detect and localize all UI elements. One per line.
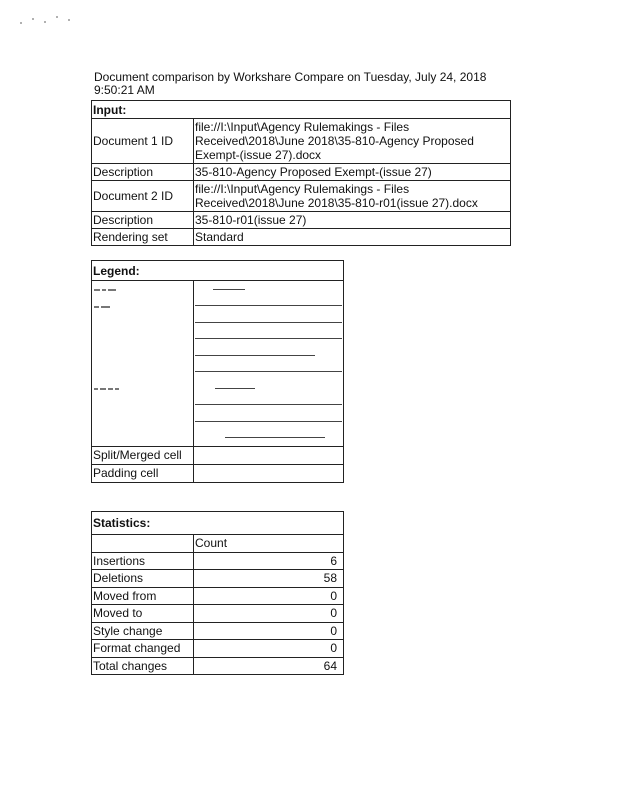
legend-split-merged-label: Split/Merged cell xyxy=(92,447,194,465)
input-label-doc1: Document 1 ID xyxy=(92,119,194,164)
comparison-header: Document comparison by Workshare Compare on Tuesday, July 24, 2018 9:50:21 AM xyxy=(94,70,487,97)
input-value-rendering: Standard xyxy=(194,229,511,246)
legend-faint-swatch xyxy=(194,347,344,364)
input-value-desc1: 35-810-Agency Proposed Exempt-(issue 27) xyxy=(194,164,511,181)
statistics-row-count: 6 xyxy=(194,552,344,570)
legend-faint-label xyxy=(92,298,194,315)
legend-faint-label xyxy=(92,413,194,430)
statistics-row-count: 0 xyxy=(194,587,344,605)
legend-faint-label xyxy=(92,364,194,381)
statistics-row-label: Style change xyxy=(92,622,194,640)
statistics-row-label: Moved from xyxy=(92,587,194,605)
legend-padding-swatch xyxy=(194,464,344,482)
statistics-row-label: Total changes xyxy=(92,657,194,675)
input-value-desc2: 35-810-r01(issue 27) xyxy=(194,212,511,229)
statistics-count-header: Count xyxy=(194,535,344,553)
input-value-doc1: file://I:\Input\Agency Rulemakings - Files Received\2018\June 2018\35-810-Agency Proposed Exempt-(issue 27).docx xyxy=(194,119,511,164)
statistics-row-count: 0 xyxy=(194,605,344,623)
statistics-row-count: 0 xyxy=(194,622,344,640)
legend-faint-label xyxy=(92,430,194,447)
input-title: Input: xyxy=(92,101,511,119)
statistics-header-blank xyxy=(92,535,194,553)
statistics-row-count: 58 xyxy=(194,570,344,588)
legend-faint-swatch xyxy=(194,298,344,315)
legend-faint-swatch xyxy=(194,314,344,331)
legend-faint-swatch xyxy=(194,430,344,447)
legend-faint-swatch xyxy=(194,413,344,430)
input-label-rendering: Rendering set xyxy=(92,229,194,246)
legend-faint-label xyxy=(92,380,194,397)
legend-title: Legend: xyxy=(92,261,344,281)
scan-specks xyxy=(18,12,78,32)
legend-faint-swatch xyxy=(194,380,344,397)
statistics-table xyxy=(91,511,344,675)
statistics-row-label: Format changed xyxy=(92,640,194,658)
legend-padding-label: Padding cell xyxy=(92,464,194,482)
legend-faint-label xyxy=(92,397,194,414)
input-table xyxy=(91,100,511,246)
statistics-title: Statistics: xyxy=(92,512,344,535)
legend-faint-swatch xyxy=(194,281,344,298)
legend-faint-label xyxy=(92,331,194,348)
legend-faint-swatch xyxy=(194,397,344,414)
statistics-row-count: 64 xyxy=(194,657,344,675)
legend-faint-label xyxy=(92,347,194,364)
legend-faint-label xyxy=(92,314,194,331)
legend-faint-swatch xyxy=(194,331,344,348)
input-value-doc2: file://I:\Input\Agency Rulemakings - Files Received\2018\June 2018\35-810-r01(issue 27).docx xyxy=(194,181,511,212)
statistics-row-label: Deletions xyxy=(92,570,194,588)
legend-split-merged-swatch xyxy=(194,447,344,465)
input-label-doc2: Document 2 ID xyxy=(92,181,194,212)
input-label-desc1: Description xyxy=(92,164,194,181)
statistics-row-count: 0 xyxy=(194,640,344,658)
legend-table xyxy=(91,260,344,483)
input-label-desc2: Description xyxy=(92,212,194,229)
statistics-row-label: Insertions xyxy=(92,552,194,570)
statistics-row-label: Moved to xyxy=(92,605,194,623)
legend-faint-label xyxy=(92,281,194,298)
legend-faint-swatch xyxy=(194,364,344,381)
